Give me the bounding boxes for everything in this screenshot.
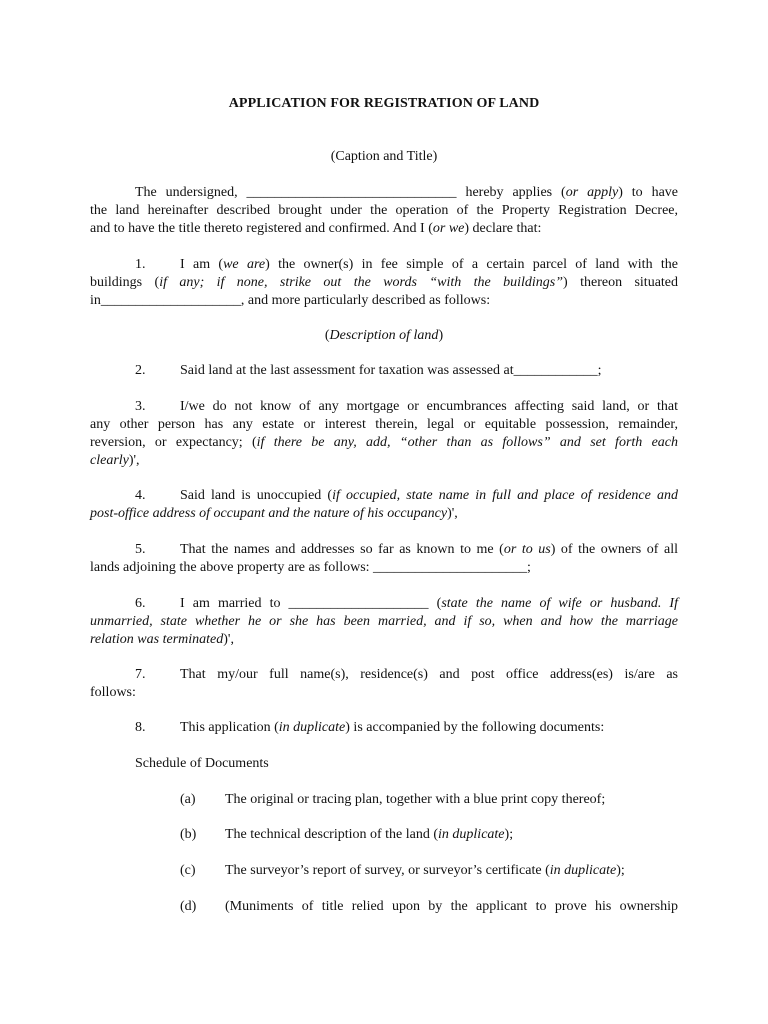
schedule-item-label: (c)	[180, 863, 196, 878]
paragraph-number: 2.	[135, 363, 146, 378]
p3-line-3: reversion, or expectancy; (if there be any, add, “other than as follows” and set forth each	[90, 435, 678, 450]
p6-line-2: unmarried, state whether he or she has been married, and if so, when and how the marriage	[90, 614, 678, 629]
p8-line-1: This application (in duplicate) is accompanied by the following documents:	[180, 720, 605, 735]
p3-line-2: any other person has any estate or interest therein, legal or equitable possession, remainder,	[90, 417, 678, 432]
p3-line-1: I/we do not know of any mortgage or encumbrances affecting said land, or that	[180, 399, 678, 414]
intro-line-1: The undersigned, ______________________________ hereby applies (or apply) to have	[135, 185, 679, 200]
p6-line-3: relation was terminated)',	[90, 632, 234, 647]
schedule-item-label: (a)	[180, 792, 196, 807]
p2-line-1: Said land at the last assessment for taxation was assessed at____________;	[180, 363, 602, 378]
p5-line-2: lands adjoining the above property are as follows: ______________________;	[90, 560, 531, 575]
paragraph-number: 4.	[135, 488, 146, 503]
caption-title: (Caption and Title)	[330, 149, 438, 164]
p5-line-1: That the names and addresses so far as known to me (or to us) of the owners of all	[180, 542, 678, 557]
paragraph-number: 1.	[135, 257, 146, 272]
p7-line-2: follows:	[90, 685, 136, 700]
description-of-land: (Description of land)	[324, 328, 444, 343]
schedule-item-text: The surveyor’s report of survey, or surveyor’s certificate (in duplicate);	[225, 863, 625, 878]
p4-line-1: Said land is unoccupied (if occupied, state name in full and place of residence and	[180, 488, 679, 503]
p1-line-3: in____________________, and more particularly described as follows:	[90, 293, 491, 308]
p3-line-4: clearly)',	[90, 453, 140, 468]
intro-line-2: the land hereinafter described brought under the operation of the Property Registration Decree,	[90, 203, 678, 218]
schedule-item-text: The original or tracing plan, together with a blue print copy thereof;	[225, 792, 606, 807]
document-title: APPLICATION FOR REGISTRATION OF LAND	[228, 96, 540, 111]
p7-line-1: That my/our full name(s), residence(s) and post office address(es) is/are as	[180, 667, 678, 682]
paragraph-number: 8.	[135, 720, 146, 735]
p1-line-1: I am (we are) the owner(s) in fee simple of a certain parcel of land with the	[180, 257, 678, 272]
schedule-item-text: The technical description of the land (in duplicate);	[225, 827, 514, 842]
schedule-item-label: (d)	[180, 899, 197, 914]
paragraph-number: 7.	[135, 667, 146, 682]
p1-line-2: buildings (if any; if none, strike out the words “with the buildings”) thereon situated	[90, 275, 679, 290]
schedule-item-text: (Muniments of title relied upon by the applicant to prove his ownership	[225, 899, 678, 914]
p4-line-2: post-office address of occupant and the nature of his occupancy)',	[90, 506, 458, 521]
p6-line-1: I am married to ____________________ (state the name of wife or husband. If	[180, 596, 678, 611]
schedule-item-label: (b)	[180, 827, 197, 842]
intro-line-3: and to have the title thereto registered and confirmed. And I (or we) declare that:	[90, 221, 542, 236]
paragraph-number: 3.	[135, 399, 146, 414]
paragraph-number: 6.	[135, 596, 146, 611]
paragraph-number: 5.	[135, 542, 146, 557]
schedule-heading: Schedule of Documents	[135, 756, 269, 771]
